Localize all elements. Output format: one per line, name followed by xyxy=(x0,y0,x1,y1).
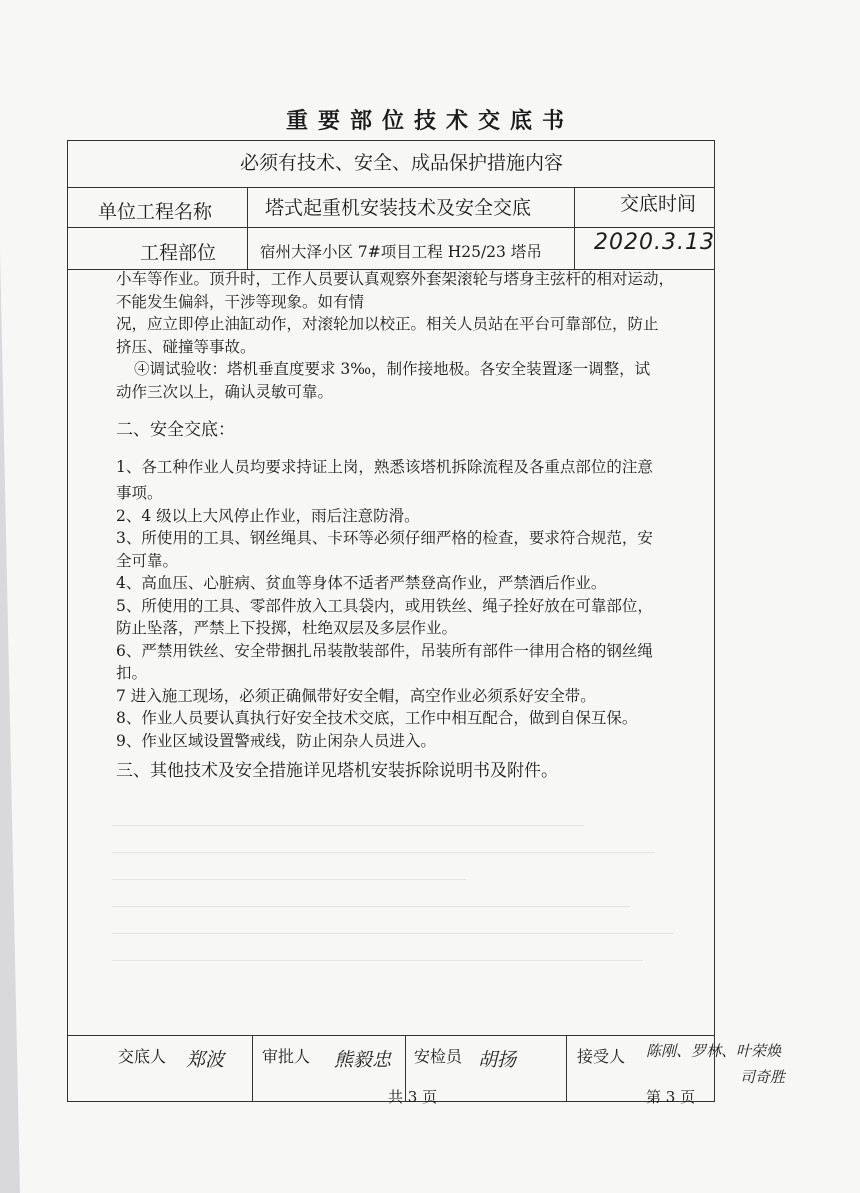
receiver-label: 接受人 xyxy=(577,1047,626,1066)
safety-item-9: 9、作业区域设置警戒线，防止闲杂人员进入。 xyxy=(116,731,436,750)
intro-line-3: 况，应立即停止油缸动作，对滚轮加以校正。相关人员站在平台可靠部位，防止 xyxy=(116,315,659,333)
unit-value: 塔式起重机安装技术及安全交底 xyxy=(265,197,532,219)
bleed-through-text xyxy=(112,805,702,1035)
header-divider-1 xyxy=(67,187,715,188)
intro-line-2: 不能发生偏斜，干涉等现象。如有情 xyxy=(116,292,365,311)
approver-signature: 熊毅忠 xyxy=(334,1049,392,1071)
safety-item-6-cont: 扣。 xyxy=(116,664,148,682)
receiver-signature: 陈刚、罗林、叶荣焕 xyxy=(646,1042,782,1060)
intro-line-4: 挤压、碰撞等事故。 xyxy=(116,337,256,356)
handwritten-date: 2020.3.13 xyxy=(594,230,715,255)
safety-item-5-cont: 防止坠落，严禁上下投掷，杜绝双层及多层作业。 xyxy=(116,619,458,637)
section-2-title: 二、安全交底： xyxy=(116,420,235,440)
signature-divider xyxy=(67,1035,715,1036)
sign-col-divider-1 xyxy=(252,1035,253,1102)
header-col-divider-2 xyxy=(574,187,575,269)
inspector-signature: 胡扬 xyxy=(478,1049,517,1071)
intro-line-1: 小车等作业。顶升时，工作人员要认真观察外套架滚轮与塔身主弦杆的相对运动， xyxy=(116,270,675,288)
header-banner: 必须有技术、安全、成品保护措施内容 xyxy=(240,152,564,174)
sign-col-divider-3 xyxy=(566,1035,567,1102)
safety-item-1: 1、各工种作业人员均要求持证上岗，熟悉该塔机拆除流程及各重点部位的注意 xyxy=(116,457,653,476)
header-divider-2 xyxy=(67,227,715,228)
debug-item: ④调试验收：塔机垂直度要求 3‰，制作接地极。各安全装置逐一调整，试 xyxy=(134,360,651,378)
header-col-divider-1 xyxy=(247,187,248,269)
section-3-title: 三、其他技术及安全措施详见塔机安装拆除说明书及附件。 xyxy=(116,761,558,781)
receiver-signature-2: 司奇胜 xyxy=(740,1068,786,1086)
part-label: 工程部位 xyxy=(140,242,217,264)
safety-item-4: 4、高血压、心脏病、贫血等身体不适者严禁登高作业，严禁酒后作业。 xyxy=(116,574,607,592)
safety-item-3-cont: 全可靠。 xyxy=(116,551,179,570)
part-value: 宿州大泽小区 7#项目工程 H25/23 塔吊 xyxy=(260,243,542,261)
safety-item-3: 3、所使用的工具、钢丝绳具、卡环等必须仔细严格的检查，要求符合规范，安 xyxy=(116,529,653,547)
presenter-signature: 郑波 xyxy=(186,1049,225,1071)
safety-item-2: 2、4 级以上大风停止作业，雨后注意防滑。 xyxy=(116,506,420,525)
safety-item-7: 7 进入施工现场，必须正确佩带好安全帽，高空作业必须系好安全带。 xyxy=(116,686,596,705)
inspector-label: 安检员 xyxy=(414,1047,463,1066)
safety-item-8: 8、作业人员要认真执行好安全技术交底，工作中相互配合，做到自保互保。 xyxy=(116,709,638,727)
safety-item-5: 5、所使用的工具、零部件放入工具袋内，或用铁丝、绳子拴好放在可靠部位， xyxy=(116,596,653,615)
document-title: 重要部位技术交底书 xyxy=(285,108,574,134)
debug-item-cont: 动作三次以上，确认灵敏可靠。 xyxy=(116,382,334,401)
unit-label: 单位工程名称 xyxy=(98,201,213,223)
time-label: 交底时间 xyxy=(620,193,697,215)
total-pages: 共 3 页 xyxy=(388,1088,438,1106)
safety-item-1-cont: 事项。 xyxy=(116,484,163,502)
presenter-label: 交底人 xyxy=(118,1047,167,1066)
safety-item-6: 6、严禁用铁丝、安全带捆扎吊装散装部件，吊装所有部件一律用合格的钢丝绳 xyxy=(116,641,653,660)
approver-label: 审批人 xyxy=(262,1047,311,1066)
body-content xyxy=(116,268,712,787)
page-number: 第 3 页 xyxy=(646,1088,696,1106)
